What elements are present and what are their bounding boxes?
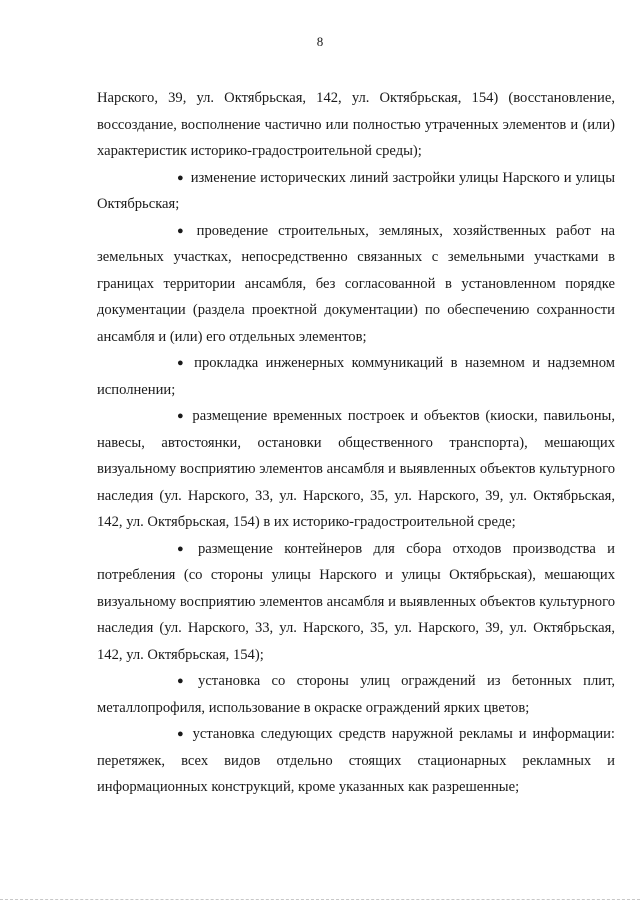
bullet-icon: ● bbox=[177, 357, 184, 369]
list-item-text: размещение временных построек и объектов (киоски, павильоны, навесы, автостоянки, остановки общественного транспорта), мешающих визуальному восприятию элементов ансамбля и выявленных объектов культурного наследия (ул. Нарского, 33, ул. Нарского, 35, ул. Нарского, 39, ул. Октябрьская, 142, ул. Октябрьская, 154) в их историко-градостроительной среде; bbox=[97, 408, 615, 530]
page-number: 8 bbox=[316, 34, 324, 49]
list-item bbox=[97, 721, 615, 801]
bullet-icon: ● bbox=[177, 171, 184, 184]
document-body bbox=[97, 85, 615, 801]
bullet-icon: ● bbox=[177, 542, 184, 555]
bullet-icon: ● bbox=[177, 410, 184, 422]
list-item bbox=[97, 218, 615, 351]
list-item bbox=[97, 165, 615, 218]
list-item bbox=[97, 403, 615, 536]
scan-edge-line bbox=[0, 899, 640, 900]
continuation-paragraph: Нарского, 39, ул. Октябрьская, 142, ул. Октябрьская, 154) (восстановление, воссоздание, восполнение частично или полностью утраченных элементов и (или) характеристик историко-градостроительной среды); bbox=[97, 90, 615, 159]
list-item-text: изменение исторических линий застройки улицы Нарского и улицы Октябрьская; bbox=[97, 169, 615, 212]
bullet-icon: ● bbox=[177, 224, 184, 237]
bullet-icon: ● bbox=[177, 675, 184, 687]
list-item-text: прокладка инженерных коммуникаций в наземном и надземном исполнении; bbox=[97, 355, 615, 398]
list-item-text: установка со стороны улиц ограждений из бетонных плит, металлопрофиля, использование в окраске ограждений ярких цветов; bbox=[97, 673, 616, 716]
list-item bbox=[97, 536, 615, 669]
list-item bbox=[97, 668, 615, 721]
list-item-text: размещение контейнеров для сбора отходов производства и потребления (со стороны улицы Нарского и улицы Октябрьская), мешающих визуальному восприятию элементов ансамбля и выявленных объектов культурного наследия (ул. Нарского, 33, ул. Нарского, 35, ул. Нарского, 39, ул. Октябрьская, 142, ул. Октябрьская, 154); bbox=[97, 540, 615, 663]
bullet-icon: ● bbox=[177, 728, 184, 740]
list-item-text: проведение строительных, земляных, хозяйственных работ на земельных участках, непосредственно связанных с земельными участками в границах территории ансамбля, без согласованной в установленном порядке документации (раздела проектной документации) по обеспечению сохранности ансамбля и (или) его отдельных элементов; bbox=[97, 222, 615, 345]
list-item bbox=[97, 350, 615, 403]
list-item-text: установка следующих средств наружной рекламы и информации: перетяжек, всех видов отдельно стоящих стационарных рекламных и информационных конструкций, кроме указанных как разрешенные; bbox=[97, 726, 615, 795]
